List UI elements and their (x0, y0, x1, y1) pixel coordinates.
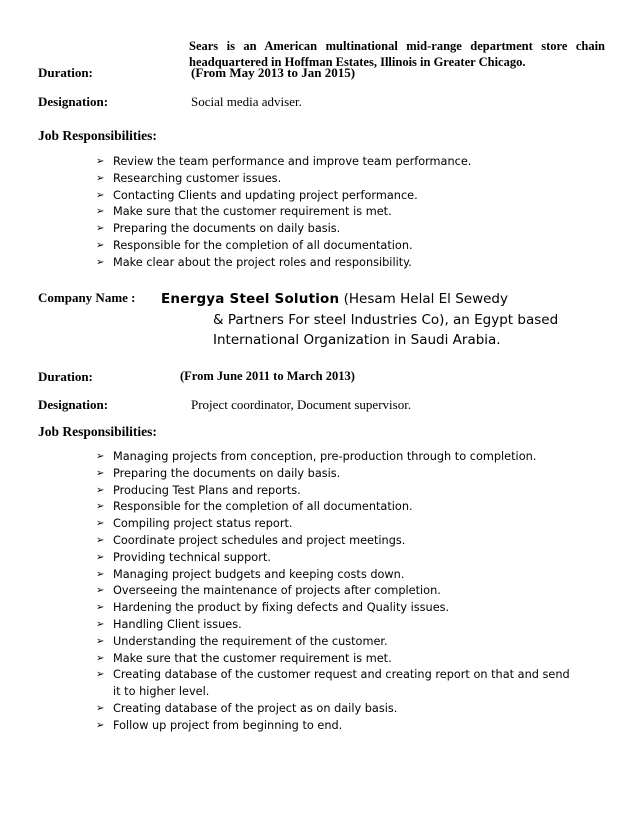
responsibility-item (96, 171, 471, 188)
arrow-bullet-icon: ➢ (96, 256, 105, 268)
arrow-bullet-icon: ➢ (96, 585, 105, 597)
responsibility-text: Handling Client issues. (113, 617, 242, 631)
arrow-bullet-icon: ➢ (96, 618, 105, 630)
company-label: Company Name : (38, 290, 136, 305)
responsibility-item (96, 154, 471, 171)
arrow-bullet-icon: ➢ (96, 551, 105, 563)
responsibility-item (96, 533, 575, 550)
arrow-bullet-icon: ➢ (96, 172, 105, 184)
responsibility-item (96, 567, 575, 584)
designation-value: Social media adviser. (191, 94, 302, 109)
responsibilities-heading: Job Responsibilities: (38, 128, 157, 143)
designation-row (38, 94, 108, 110)
responsibility-item (96, 667, 575, 701)
arrow-bullet-icon: ➢ (96, 568, 105, 580)
description-line-1: Sears is an American multinational mid-range department store chain (189, 39, 605, 53)
responsibility-text: Preparing the documents on daily basis. (113, 222, 341, 236)
arrow-bullet-icon: ➢ (96, 156, 105, 167)
duration-row (38, 65, 93, 81)
company-detail-line-2: & Partners For steel Industries Co), an Egypt based (213, 311, 559, 328)
responsibility-text: Overseeing the maintenance of projects after completion. (113, 584, 441, 598)
responsibility-item (96, 466, 575, 483)
responsibility-text: Hardening the product by fixing defects and Quality issues. (113, 601, 450, 615)
responsibility-text: Make clear about the project roles and responsibility. (113, 255, 412, 269)
arrow-bullet-icon: ➢ (96, 206, 105, 218)
responsibility-item (96, 651, 575, 668)
duration-row-2 (38, 369, 93, 385)
responsibility-text: Make sure that the customer requirement is met. (113, 205, 392, 219)
responsibility-item (96, 600, 575, 617)
responsibility-text: Contacting Clients and updating project performance. (113, 188, 418, 202)
arrow-bullet-icon: ➢ (96, 223, 105, 235)
duration-label: Duration: (38, 65, 93, 80)
responsibility-text: Providing technical support. (113, 550, 271, 564)
responsibilities-list-2 (96, 449, 575, 735)
responsibility-text: Follow up project from beginning to end. (113, 718, 343, 732)
responsibility-item (96, 550, 575, 567)
responsibility-item (96, 718, 575, 735)
description-line-2: headquartered in Hoffman Estates, Illinois in Greater Chicago. (189, 55, 526, 69)
arrow-bullet-icon: ➢ (96, 467, 105, 479)
responsibility-text: Understanding the requirement of the customer. (113, 634, 388, 648)
arrow-bullet-icon: ➢ (96, 501, 105, 513)
designation-label-2: Designation: (38, 397, 109, 412)
responsibility-text: Managing projects from conception, pre-production through to completion. (113, 450, 537, 463)
responsibility-item (96, 188, 471, 205)
responsibility-item (96, 617, 575, 634)
designation-label: Designation: (38, 94, 109, 109)
arrow-bullet-icon: ➢ (96, 451, 105, 462)
arrow-bullet-icon: ➢ (96, 702, 105, 714)
arrow-bullet-icon: ➢ (96, 534, 105, 546)
duration-value: (From May 2013 to Jan 2015) (191, 65, 356, 80)
responsibility-text: Compiling project status report. (113, 517, 293, 531)
responsibility-text: Preparing the documents on daily basis. (113, 466, 341, 480)
responsibility-item (96, 634, 575, 651)
designation-row-2 (38, 397, 108, 413)
responsibility-item (96, 701, 575, 718)
responsibility-text: Review the team performance and improve team performance. (113, 155, 472, 168)
responsibility-text: Make sure that the customer requirement is met. (113, 651, 392, 665)
responsibility-text: Managing project budgets and keeping costs down. (113, 567, 405, 581)
responsibility-item (96, 499, 575, 516)
arrow-bullet-icon: ➢ (96, 602, 105, 614)
responsibility-item (96, 221, 471, 238)
designation-value-2: Project coordinator, Document supervisor. (191, 397, 412, 412)
responsibility-text: Researching customer issues. (113, 171, 282, 185)
responsibility-item (96, 255, 471, 272)
responsibility-text: Responsible for the completion of all documentation. (113, 238, 413, 252)
responsibility-item (96, 483, 575, 500)
arrow-bullet-icon: ➢ (96, 239, 105, 251)
responsibility-text: Responsible for the completion of all documentation. (113, 500, 413, 514)
responsibility-item (96, 516, 575, 533)
arrow-bullet-icon: ➢ (96, 669, 105, 681)
duration-value-2: (From June 2011 to March 2013) (180, 369, 355, 383)
responsibility-item (96, 449, 575, 466)
arrow-bullet-icon: ➢ (96, 518, 105, 530)
company-detail-line-1: (Hesam Helal El Sewedy (343, 291, 508, 307)
responsibility-text: Producing Test Plans and reports. (113, 483, 301, 497)
arrow-bullet-icon: ➢ (96, 484, 105, 496)
responsibility-item (96, 204, 471, 221)
responsibility-item (96, 583, 575, 600)
responsibilities-heading-2: Job Responsibilities: (38, 424, 157, 439)
arrow-bullet-icon: ➢ (96, 652, 105, 664)
arrow-bullet-icon: ➢ (96, 635, 105, 647)
responsibilities-list (96, 154, 471, 272)
responsibility-text: Creating database of the customer request and creating report on that and send it to higher level. (113, 668, 570, 699)
arrow-bullet-icon: ➢ (96, 719, 105, 731)
duration-label-2: Duration: (38, 369, 93, 384)
responsibility-text: Creating database of the project as on daily basis. (113, 701, 398, 715)
responsibility-text: Coordinate project schedules and project meetings. (113, 533, 406, 547)
company-detail-line-3: International Organization in Saudi Arabia. (213, 332, 501, 348)
company-name-block (161, 289, 561, 351)
arrow-bullet-icon: ➢ (96, 189, 105, 201)
responsibility-item (96, 238, 471, 255)
company-name: Energya Steel Solution (161, 291, 340, 307)
